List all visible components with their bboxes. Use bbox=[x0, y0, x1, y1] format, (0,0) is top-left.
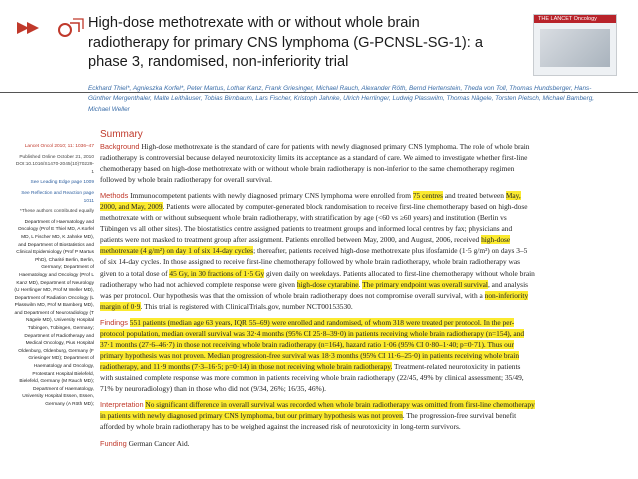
findings-text bbox=[100, 318, 524, 393]
citation-text: Lancet Oncol 2010; 11: 1036–47 bbox=[24, 144, 94, 149]
highlighted-text: 75 centres bbox=[412, 191, 444, 201]
highlighted-text: No significant difference in overall survival was recorded when whole brain radiotherapy was omitted from first-line chemotherapy in patients with newly diagnosed primary CNS lymphoma, but our primary hypothesis was not proven bbox=[100, 400, 535, 421]
equal-contribution-note: *These authors contributed equally bbox=[19, 209, 94, 215]
summary-heading: Summary bbox=[100, 129, 143, 140]
findings-label: Findings bbox=[100, 317, 128, 327]
journal-cover-image bbox=[533, 14, 617, 76]
body-text: . The progression-free survival benefit afforded by whole brain radiotherapy has to be weighed against the increased risk of neurotoxicity in long-term survivors. bbox=[100, 411, 517, 432]
methods-paragraph bbox=[100, 190, 535, 312]
body-text: . bbox=[358, 279, 363, 289]
summary-section bbox=[100, 128, 535, 454]
highlighted-text: high-dose cytarabine bbox=[296, 279, 359, 289]
methods-label: Methods bbox=[100, 191, 129, 201]
body-text: Immunocompetent patients with newly diagnosed primary CNS lymphoma were enrolled from bbox=[130, 191, 413, 201]
findings-paragraph bbox=[100, 317, 535, 394]
reflection-link[interactable]: See Reflection and Reaction page 1011 bbox=[21, 190, 94, 204]
author-list: Eckhard Thiel*, Agnieszka Korfel*, Peter Martus, Lothar Kanz, Frank Griesinger, Michael Rauch, Alexander Röth, Bernd Hertenstein, Theda von Toll, Thomas Hundsberger, Hans-Günther Mergenthaler, Malte Leithäuser, Tobias Birnbaum, Lars Fischer, Kristoph Jahnke, Ulrich Herrlinger, Ludwig Plasswilm, Thomas Nägele, Torsten Pietsch, Michael Bamberg, Michael Weller bbox=[88, 85, 595, 113]
methods-text bbox=[100, 191, 535, 310]
body-text: and treated between bbox=[443, 191, 506, 201]
highlighted-text: May, 2000, and May, 2009 bbox=[100, 191, 521, 212]
body-text: given daily on weekdays. Patients allocated to first-line chemotherapy without whole brain radiotherapy who had not achieved complete response were given bbox=[100, 268, 535, 289]
interpretation-text bbox=[100, 400, 535, 431]
body-text: , and analysis was per protocol. Our hypothesis was that the omission of whole brain radiotherapy does not compromise overall survival, with a bbox=[100, 279, 528, 300]
body-text: ; thereafter, patients received high-dose methotrexate plus ifosfamide (1·5 g/m²) on days 3–5 of six 14-day cycles. In those assigned to receive first-line chemotherapy followed by whole brain radiotherapy, whole brain radiotherapy was given to a total dose of bbox=[100, 246, 528, 278]
body-text: . This trial is registered with ClinicalTrials.gov, number NCT00153530. bbox=[140, 301, 353, 311]
highlighted-text: high-dose methotrexate (4 g/m²) on day 1 of six 14-day cycles bbox=[100, 235, 511, 256]
background-label: Background bbox=[100, 142, 140, 151]
double-arrow-icon bbox=[15, 18, 55, 38]
highlighted-text: The primary endpoint was overall survival bbox=[362, 279, 488, 289]
leading-edge-link[interactable]: See Leading Edge page 1009 bbox=[30, 180, 94, 186]
header-icons bbox=[15, 16, 87, 40]
highlighted-text: non-inferiority margin of 0·9 bbox=[100, 290, 529, 311]
article-title: High-dose methotrexate with or without whole brain radiotherapy for primary CNS lymphoma (G-PCNSL-SG-1): a phase 3, randomised, non-inferiority trial bbox=[88, 15, 483, 70]
highlighted-text: 551 patients (median age 63 years, IQR 55–69) were enrolled and randomised, of whom 318 were treated per protocol. In the per-protocol population, median overall survival was 32·4 months (95% CI 25·8–39·0) in patients receiving whole brain radiotherapy (n=154), and 37·1 months (27·6–46·7) in those not receiving whole brain radiotherapy (n=164), hazard ratio 1·06 (95% CI 0·80–1·40; p=0·71). Thus our primary hypothesis was not proven. Median progression-free survival was 18·3 months (95% CI 11·6–25·0) in patients receiving whole brain radiotherapy, and 11·9 months (7·3–16·5; p=0·14) in those not receiving whole brain radiotherapy. bbox=[100, 317, 525, 371]
funding-paragraph bbox=[100, 438, 535, 449]
background-text: High-dose methotrexate is the standard of care for patients with newly diagnosed primary CNS lymphoma. The role of whole brain radiotherapy is controversial because delayed neurotoxicity limits its acceptance as a standard of care. We aimed to investigate whether first-line chemotherapy based on high-dose methotrexate with or without whole brain radiotherapy is non-inferior to the same chemotherapy regimen followed by whole brain radiotherapy for overall survival. bbox=[100, 142, 530, 185]
body-text: . Patients were allocated by computer-generated block randomisation to receive first-line chemotherapy based on high-dose methotrexate with or without subsequent whole brain radiotherapy, with stratification by age (<60 vs ≥60 years) and institution (Berlin vs Tübingen vs all other sites). The biostatistics centre assigned patients to treatment groups and informed local centres by fax; physicians and patients were not masked to treatment group after assignment. Patients enrolled between May, 2000, and August, 2006, received bbox=[100, 202, 528, 245]
background-paragraph bbox=[100, 141, 535, 185]
journal-cover-label: THE LANCET Oncology bbox=[538, 16, 597, 22]
funding-label: Funding bbox=[100, 439, 127, 449]
highlighted-text: 45 Gy, in 30 fractions of 1·5 Gy bbox=[169, 268, 265, 278]
affiliations: Department of Haematology and Oncology (Prof E Thiel MD, A Korfel MD, L Fischer MD, K Jahnke MD), and Department of Biostatistics and Clinical Epidemiology (Prof P Martus PhD), Charité Berlin, Berlin, Germany; Department of Haematology and Oncology (Prof L Kanz MD), Department of Neurology (U Herrlinger MD, Prof M Weller MD), Department of Radiation Oncology (L Plasswilm MD, Prof M Bamberg MD), and Department of Neuroradiology (T Nägele MD), University Hospital Tübingen, Tübingen, Germany; Department of Radiotherapy and Medical Oncology, Pius Hospital Oldenburg, Oldenburg, Germany (F Griesinger MD); Department of Haematology and Oncology, Protestant Hospital Bielefeld, Bielefeld, Germany (M Rauch MD); Department of Haematology, University Hospital Essen, Essen, Germany (A Röth MD); bbox=[14, 219, 94, 407]
funding-text: German Cancer Aid. bbox=[128, 439, 190, 449]
published-info: Published Online October 21, 2010 DOI:10.1016/S1470-2045(10)70229-1 bbox=[15, 154, 94, 175]
interpretation-paragraph bbox=[100, 399, 535, 432]
open-access-icon[interactable] bbox=[57, 17, 87, 39]
article-sidebar bbox=[14, 143, 94, 412]
body-text: Treatment-related neurotoxicity in patients with sustained complete response was more common in patients receiving whole brain radiotherapy (22/45, 49% by clinical assessment; 35/49, 71% by neuroradiology) than in those who did not (9/34, 26%; 16/35, 46%). bbox=[100, 361, 524, 393]
interpretation-label: Interpretation bbox=[100, 400, 144, 410]
